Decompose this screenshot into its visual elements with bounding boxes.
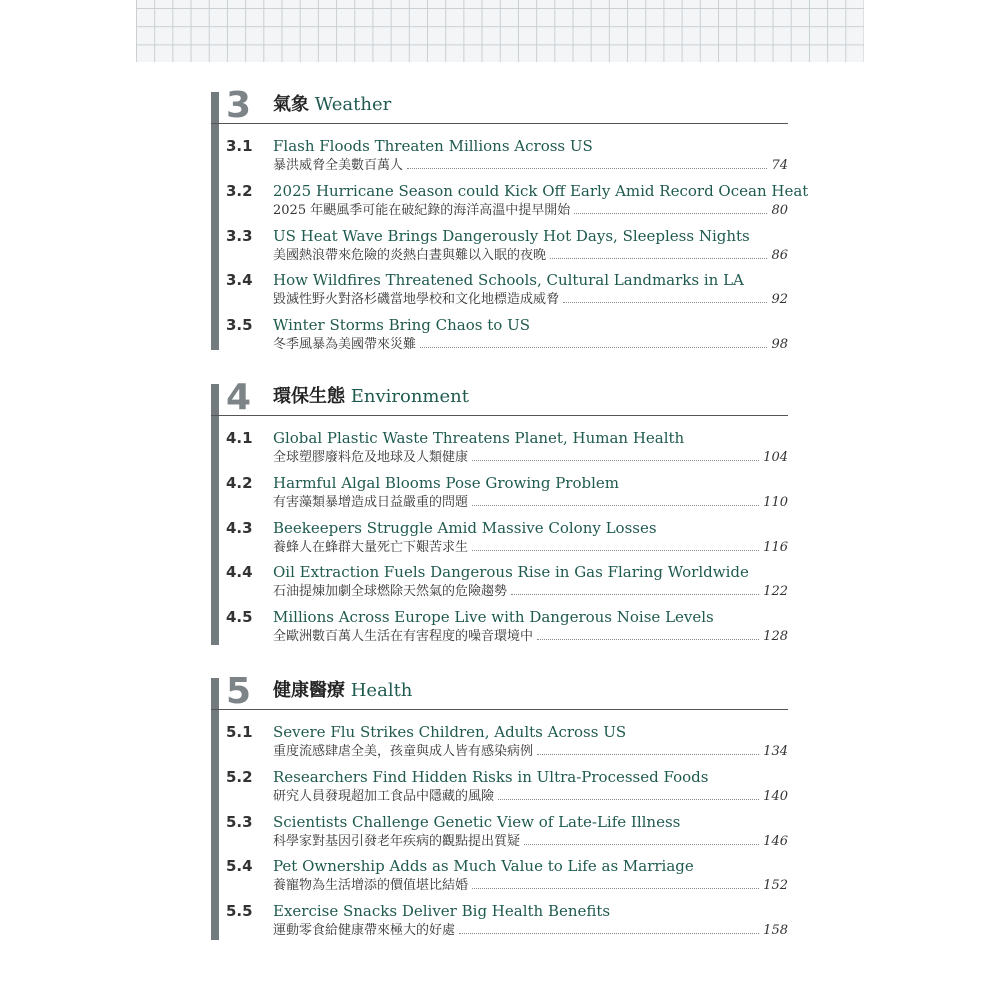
entry-number: 5.4 [226,857,253,876]
entry-title[interactable]: Severe Flu Strikes Children, Adults Across US [273,723,627,741]
entry-title-zh: 暴洪威脅全美數百萬人 [273,158,404,173]
entry-number: 5.3 [226,812,253,831]
entry-subline [273,788,788,805]
toc-entry[interactable] [0,428,1000,472]
entry-subline [273,202,788,219]
entry-number: 3.2 [226,181,253,200]
entry-subline [273,583,788,600]
entry-subline [273,494,788,511]
entry-subline [273,833,788,850]
toc-entry[interactable] [0,856,1000,900]
toc-entry[interactable] [0,315,1000,359]
page-number: 86 [771,247,788,263]
toc-entry[interactable] [0,901,1000,945]
entry-title[interactable]: How Wildfires Threatened Schools, Cultural Landmarks in LA [273,271,744,290]
entry-title-zh: 美國熱浪帶來危險的炎熱白晝與難以入眠的夜晚 [273,247,547,263]
entry-subline [273,877,788,894]
entry-subline [273,539,788,556]
entry-title-zh: 全歐洲數百萬人生活在有害程度的噪音環境中 [273,629,534,645]
dot-leader [563,292,767,303]
section-title-en: Weather [314,94,392,115]
dot-leader [537,629,759,640]
section-divider [211,415,788,416]
entry-title-zh: 石油提煉加劇全球燃除天然氣的危險趨勢 [273,584,508,600]
entry-subline [273,743,788,760]
entry-title[interactable]: Flash Floods Threaten Millions Across US [273,137,593,155]
dot-leader [537,744,759,755]
entry-title[interactable]: Winter Storms Bring Chaos to US [273,316,530,335]
page-number: 158 [763,923,788,939]
section-title [273,680,412,702]
toc-section-weather [0,85,1000,353]
entry-number: 4.2 [226,473,253,492]
entry-subline [273,291,788,308]
entry-number: 4.4 [226,563,253,582]
toc-entry[interactable] [0,562,1000,606]
page-number: 80 [771,202,788,218]
entry-number: 3.1 [226,137,253,155]
toc-entry[interactable] [0,607,1000,651]
entry-title-zh: 2025 年颶風季可能在破紀錄的海洋高溫中提早開始 [273,202,571,218]
page-number: 74 [771,158,788,173]
page-number: 128 [763,629,788,645]
entry-number: 3.4 [226,271,253,290]
entry-title[interactable]: US Heat Wave Brings Dangerously Hot Days, Sleepless Nights [273,226,750,245]
dot-leader [420,337,767,348]
dot-leader [459,923,759,934]
entry-title[interactable]: Oil Extraction Fuels Dangerous Rise in Gas Flaring Worldwide [273,563,749,582]
entry-number: 5.5 [226,902,253,921]
section-number: 3 [226,85,252,126]
dot-leader [472,540,759,551]
entry-title-zh: 研究人員發現超加工食品中隱藏的風險 [273,788,495,804]
graph-paper-header [136,0,864,62]
entry-title-zh: 運動零食給健康帶來極大的好處 [273,923,456,939]
entry-title-zh: 全球塑膠廢料危及地球及人類健康 [273,450,469,465]
dot-leader [574,203,767,214]
page-number: 98 [771,337,788,353]
page-number: 110 [763,494,788,510]
section-title-en: Health [350,680,413,701]
section-title [273,94,391,116]
entry-title[interactable]: Researchers Find Hidden Risks in Ultra-Processed Foods [273,767,709,786]
entry-title-zh: 毀滅性野火對洛杉磯當地學校和文化地標造成威脅 [273,292,560,308]
section-number: 4 [226,377,252,418]
toc-section-environment [0,377,1000,645]
entry-subline [273,157,788,174]
entry-title[interactable]: Exercise Snacks Deliver Big Health Benefits [273,902,611,921]
entry-title-zh: 有害藻類暴增造成日益嚴重的問題 [273,494,469,510]
entry-number: 3.3 [226,226,253,245]
toc-entry[interactable] [0,226,1000,270]
dot-leader [550,248,767,259]
section-number: 5 [226,671,252,712]
entry-number: 4.3 [226,518,253,537]
page-number: 122 [763,584,788,600]
entry-title[interactable]: Pet Ownership Adds as Much Value to Life as Marriage [273,857,694,876]
entry-title[interactable]: Global Plastic Waste Threatens Planet, Human Health [273,429,685,447]
section-title-zh: 健康醫療 [273,680,345,701]
dot-leader [472,450,759,461]
dot-leader [472,878,759,889]
entry-title-zh: 養蜂人在蜂群大量死亡下艱苦求生 [273,539,469,555]
toc-entry[interactable] [0,270,1000,314]
dot-leader [511,584,759,595]
toc-entry[interactable] [0,136,1000,180]
entry-number: 3.5 [226,316,253,335]
entry-subline [273,449,788,466]
dot-leader [498,789,759,800]
entry-title-zh: 重度流感肆虐全美，孩童與成人皆有感染病例 [273,744,534,759]
page-number: 116 [763,539,788,555]
toc-entry[interactable] [0,181,1000,225]
entry-subline [273,922,788,939]
page-number: 140 [763,788,788,804]
dot-leader [407,158,767,169]
page-number: 104 [763,450,788,465]
entry-subline [273,247,788,264]
entry-number: 5.1 [226,723,253,741]
page-number: 92 [771,292,788,308]
toc-entry[interactable] [0,767,1000,811]
entry-title[interactable]: Beekeepers Struggle Amid Massive Colony Losses [273,518,657,537]
section-divider [211,709,788,710]
section-title [273,386,469,408]
entry-title-zh: 養寵物為生活增添的價值堪比結婚 [273,878,469,894]
toc-entry[interactable] [0,473,1000,517]
section-title-en: Environment [350,386,469,407]
toc-entry[interactable] [0,722,1000,766]
entry-title[interactable]: 2025 Hurricane Season could Kick Off Early Amid Record Ocean Heat [273,181,809,200]
entry-number: 4.1 [226,429,253,447]
page-number: 134 [763,744,788,759]
entry-subline [273,336,788,353]
toc-entry[interactable] [0,812,1000,856]
dot-leader [472,495,759,506]
toc-entry[interactable] [0,518,1000,562]
toc-section-health [0,671,1000,940]
entry-number: 5.2 [226,767,253,786]
section-divider [211,123,788,124]
entry-title-zh: 科學家對基因引發老年疾病的觀點提出質疑 [273,833,521,849]
page-number: 146 [763,833,788,849]
entry-number: 4.5 [226,608,253,627]
entry-title-zh: 冬季風暴為美國帶來災難 [273,337,417,353]
section-title-zh: 氣象 [273,94,309,115]
entry-title[interactable]: Scientists Challenge Genetic View of Late-Life Illness [273,812,681,831]
section-title-zh: 環保生態 [273,386,345,407]
entry-title[interactable]: Harmful Algal Blooms Pose Growing Problem [273,473,620,492]
dot-leader [524,834,759,845]
entry-title[interactable]: Millions Across Europe Live with Dangerous Noise Levels [273,608,714,627]
entry-subline [273,628,788,645]
page-number: 152 [763,878,788,894]
